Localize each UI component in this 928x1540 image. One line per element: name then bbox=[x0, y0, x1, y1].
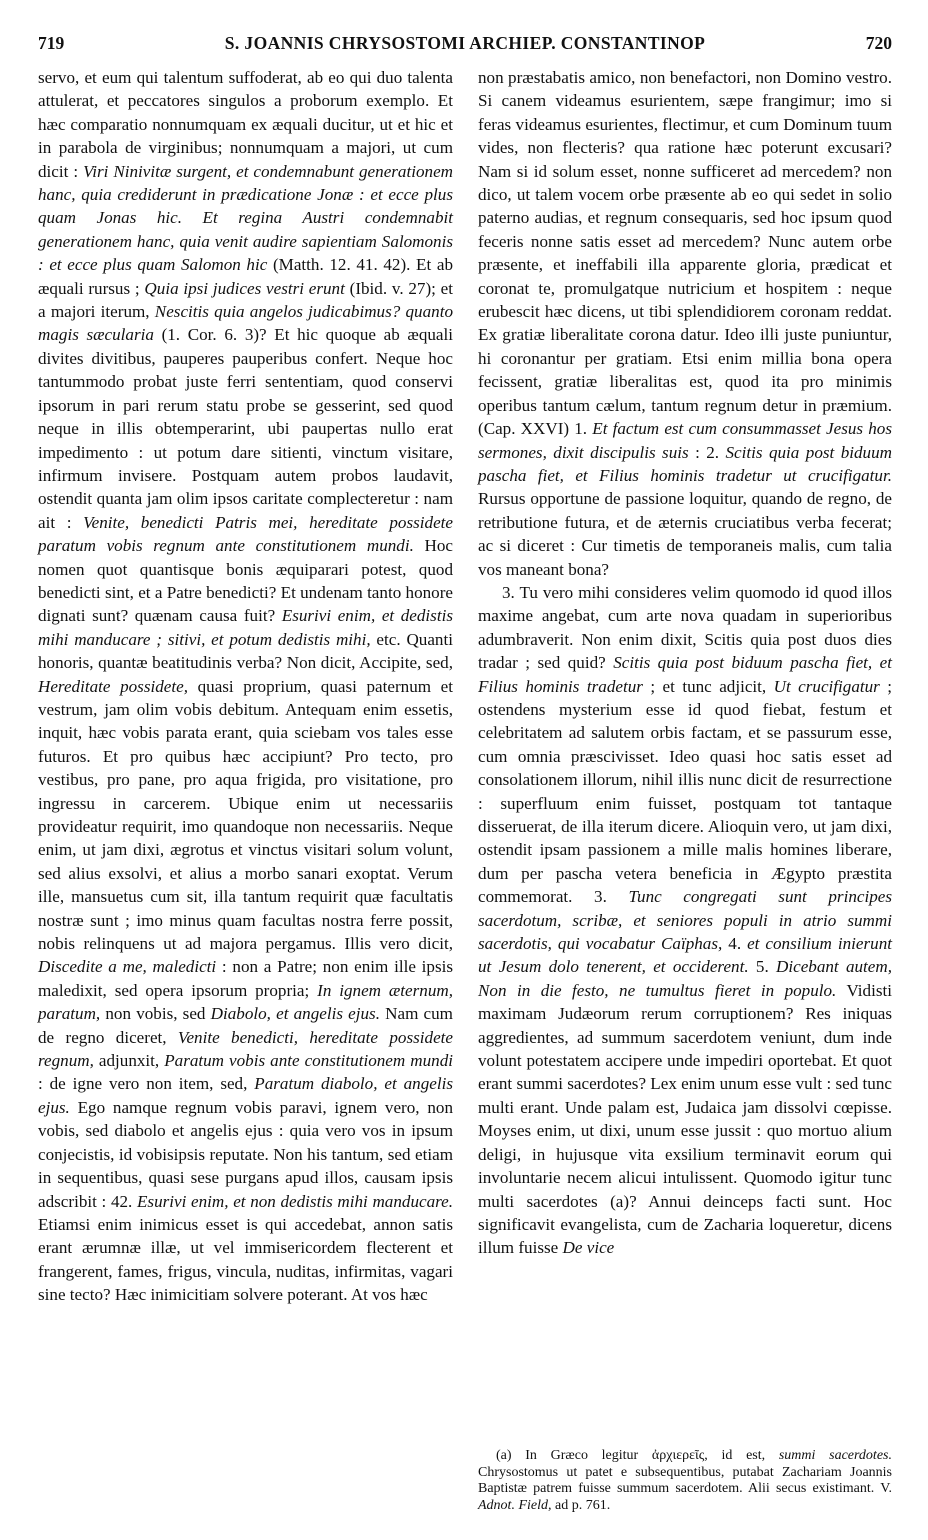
italic-text-run: Hereditate possidete, bbox=[38, 676, 188, 696]
left-column bbox=[38, 66, 453, 1307]
text-run: Nam cum de regno diceret, bbox=[38, 1004, 453, 1047]
italic-text-run: Viri Ninivitæ surgent, et condemnabunt generationem hanc, quia crediderunt in prædicatione Jonæ : et ecce plus quam Jonas hic. Et regina Austri condemnabit generationem hanc, quia venit audire sapientiam Salomonis : et ecce plus quam Salomon hic bbox=[38, 161, 454, 275]
text-run: etc. Quanti honoris, quantæ beatitudinis verba? Non dicit, Accipite, sed, bbox=[38, 629, 453, 673]
italic-text-run: Quia ipsi judices vestri erunt bbox=[144, 278, 345, 298]
text-run: ad p. 761. bbox=[551, 1497, 611, 1513]
text-run: ; ostendens mysterium esse id quod fiebat, festum et celebritatem ad salutem orbis factam, et se passurum esse, cum omnia præscivisset. Ideo quasi hoc satis esset ad consolationem illorum, nihil illis nunc dicit de resurrectione : superfluum enim fuisset, postquam tot tantaque disseruerat, de illa iterum dicere. Alioquin vero, ut jam dixi, ostendit ipsam passionem a mille malis homines liberare, dum per pascha vetera beneficia in Ægypto præstita commemorat. 3. bbox=[478, 676, 893, 907]
text-run: : de igne vero non item, sed, bbox=[38, 1074, 255, 1094]
text-run: 4. bbox=[722, 934, 748, 954]
italic-text-run: Esurivi enim, et dedistis mihi manducare ; sitivi, et potum dedistis mihi, bbox=[38, 606, 453, 649]
text-run: 5. bbox=[748, 957, 777, 977]
italic-text-run: Adnot. Field, bbox=[478, 1497, 552, 1513]
text-run: , id est, bbox=[704, 1448, 779, 1463]
text-run: Hoc nomen quot quantisque bonis æquiparari potest, quod benedicti sint, et a Patre benedicti? Et undenam tanto honore dignati sunt? quænam causa fuit? bbox=[38, 536, 453, 626]
right-column bbox=[478, 66, 892, 1260]
page-number-right: 720 bbox=[865, 33, 892, 53]
italic-text-run: Paratum vobis ante constitutionem mundi bbox=[164, 1051, 453, 1071]
italic-text-run: Esurivi enim, et non dedistis mihi manducare. bbox=[136, 1191, 454, 1211]
text-run: (Ibid. v. 27); et a majori iterum, bbox=[38, 278, 454, 322]
text-run: (Matth. 12. 41. 42). Et ab æquali rursus ; bbox=[38, 255, 453, 298]
text-run: Rursus opportune de passione loquitur, quando de regno, de retributione futura, et de æternis cruciatibus verba fecerat; ac si diceret : Cur timetis de temporaneis malis, cum talia vos maneant bona? bbox=[478, 489, 892, 579]
italic-text-run: Ut crucifigatur bbox=[773, 676, 880, 696]
running-header bbox=[38, 33, 892, 59]
text-run: quasi proprium, quasi paternum et vestrum, jam olim vobis debitum. Antequam enim essetis, inquit, hæc vobis parata erant, quia sciebam vos tales esse futuros. Et pro quibus hæc accipiunt? Pro tecto, pro vestibus, pro pane, pro aqua frigida, pro visitatione, pro ingressu in carcerem. Ubique enim ut necessariis provideatur requirit, imo quandoque non necessariis. Neque enim, ut jam dixi, ægrotus et vinctus visitari solum volunt, sed alius exsolvi, et alius a morbo sanari exoptat. Verum ille, mansuetus cum sit, illa tantum requirit quæ facultatis nostræ sunt ; imo minus quam facultas nostra ferre possit, nobis relinquens ut ad majora pergamus. Illis vero dicit, bbox=[38, 676, 454, 954]
text-run: (a) In Græco legitur bbox=[496, 1448, 652, 1463]
italic-text-run: et consilium inierunt ut Jesum dolo tenerent, et occiderent. bbox=[478, 934, 893, 977]
text-run: non præstabatis amico, non benefactori, non Domino vestro. Si canem videamus esurientem, sæpe frangimur; imo si feras videamus esurientes, flectimur, et cum Dominum tuum vides, non flecteris? qua ratione hæc poterunt excusari? Nam si id solum esset, nonne sufficeret ad mercedem? non dico, ut talem vocem orbe præsente ab eo qui sedet in solio paterno audias, et regnum consequaris, sed hoc ipsum quod feceris nonne satis esset ad mercedem? Nunc autem orbe præsente, et ineffabili illa apparente gloria, prædicat et coronat te, promulgatque nutricium et hospitem : neque erubescit hæc dicens, ut tibi splendidiorem coronam reddat. Ex gratiæ liberalitate corona datur. Ideo illi juste puniuntur, hi coronantur per gratiam. Etsi enim millia bona opera fecissent, gratiæ liberalitas est, quod ita pro minimis operibus tantum cælum, tantum regnum detur in præmium. (Cap. XXVI) 1. bbox=[478, 68, 892, 439]
text-run: Vidisti maximam Judæorum rerum corruptionem? Res iniquas aggredientes, ad summum sacerdotem veniunt, dum inde volunt potestatem accipere unde impediri oportebat. Et quot erant summi sacerdotes? Lex enim unum esse vult : sed tunc multi erant. Unde palam est, Judaica jam dissolvi cœpisse. Moyses enim, ut dixi, unum esse jussit : quo mortuo alium deligi, in hujusque vita exsilium terminavit eorum qui involuntarie necem alicui intulissent. Quomodo igitur tunc multi sacerdotes (a)? Annui deinceps facti sunt. Hoc significavit evangelista, cum de Zacharia loqueretur, dicens illum fuisse bbox=[478, 980, 892, 1258]
right-column-paragraph-2 bbox=[478, 581, 892, 1260]
text-run: non vobis, sed bbox=[100, 1004, 211, 1024]
italic-text-run: Scitis quia post biduum pascha fiet, et Filius hominis tradetur ut crucifigatur. bbox=[478, 442, 892, 485]
italic-text-run: In ignem æternum, paratum, bbox=[38, 980, 453, 1024]
italic-text-run: Dicebant autem, Non in die festo, ne tumultus fieret in populo. bbox=[478, 957, 893, 1000]
italic-text-run: Et factum est cum consummasset Jesus hos sermones, dixit discipulis suis bbox=[478, 419, 893, 462]
text-run: Etiamsi enim inimicus esset is qui accedebat, annon satis erant ærumnæ illæ, ut vel immisericordem flecterent et frangerent, fames, frigus, vincula, nuditas, infirmitas, vagari sine tecto? Hæc inimicitiam solvere poterant. At vos hæc bbox=[38, 1214, 453, 1305]
italic-text-run: Discedite a me, maledicti bbox=[38, 957, 217, 977]
footnote bbox=[478, 1448, 892, 1514]
italic-text-run: summi sacerdotes. bbox=[778, 1448, 892, 1463]
text-run: adjunxit, bbox=[93, 1051, 165, 1071]
text-run: 3. Tu vero mihi consideres velim quomodo id quod illos maxime angebat, cum arte nova quadam in superioribus adumbraverit. Non enim dixit, Scitis quia post duos dies tradar ; sed quid? bbox=[478, 582, 892, 673]
text-run: ; et tunc adjicit, bbox=[642, 676, 774, 696]
text-run: ἀρχιερεῖς bbox=[651, 1448, 705, 1463]
right-column-paragraph-1 bbox=[478, 66, 892, 581]
footnote-text bbox=[478, 1448, 892, 1514]
italic-text-run: De vice bbox=[562, 1238, 615, 1258]
italic-text-run: Nescitis quia angelos judicabimus? quanto magis sæcularia bbox=[38, 302, 453, 345]
italic-text-run: Tunc congregati sunt principes sacerdotum, scribæ, et seniores populi in atrio summi sacerdotis, qui vocabatur Caïphas, bbox=[478, 887, 892, 954]
italic-text-run: Scitis quia post biduum pascha fiet, et Filius hominis tradetur bbox=[478, 653, 892, 696]
text-run: Ego namque regnum vobis paravi, ignem vero, non vobis, sed diabolo et angelis ejus : quia vero vos in ipsum conjecistis, id vobisipsis reputate. Non his tantum, sed etiam in sequentibus, quasi sese purgans apud illos, causam ipsis adscribit : 42. bbox=[38, 1097, 453, 1211]
italic-text-run: Diabolo, et angelis ejus. bbox=[210, 1004, 380, 1024]
page-number-left: 719 bbox=[38, 33, 65, 53]
italic-text-run: Venite, benedicti Patris mei, hereditate possidete paratum vobis regnum ante constitutionem mundi. bbox=[38, 512, 453, 556]
text-run: (1. Cor. 6. 3)? Et hic quoque ab æquali divites divitibus, pauperes pauperibus confert. Neque hoc tantummodo probat juste ferri sententiam, quod conservi ipsorum in pari rerum statu probe se gesserint, sed quod neque in illis obtemperarint, ubi paupertas nullo erat impedimento : ut potum dare sitienti, vinctum visitare, infirmum invisere. Postquam autem probos laudavit, ostendit quanta jam olim ipsos caritate complecteretur : nam ait : bbox=[38, 325, 453, 532]
running-title: S. JOANNIS CHRYSOSTOMI ARCHIEP. CONSTANTINOP bbox=[224, 33, 706, 53]
text-run: servo, et eum qui talentum suffoderat, ab eo qui duo talenta attulerat, et peccatores singulos a proborum exemplo. Et hæc comparatio nonnumquam ex æquali ducitur, ut et hic et in parabola de virginibus; nonnumquam a majori, ut cum dicit : bbox=[38, 68, 453, 181]
text-run: : non a Patre; non enim ille ipsis maledixit, sed opera ipsorum propria; bbox=[38, 957, 454, 1000]
left-column-paragraph bbox=[38, 66, 453, 1307]
italic-text-run: Paratum diabolo, et angelis ejus. bbox=[38, 1074, 453, 1117]
text-run: : 2. bbox=[688, 442, 726, 462]
italic-text-run: Venite benedicti, hereditate possidete regnum, bbox=[38, 1027, 453, 1071]
text-run: Chrysostomus ut patet e subsequentibus, putabat Zachariam Joannis Baptistæ patrem fuisse summum sacerdotem. Alii secus existimant. V. bbox=[478, 1464, 892, 1496]
